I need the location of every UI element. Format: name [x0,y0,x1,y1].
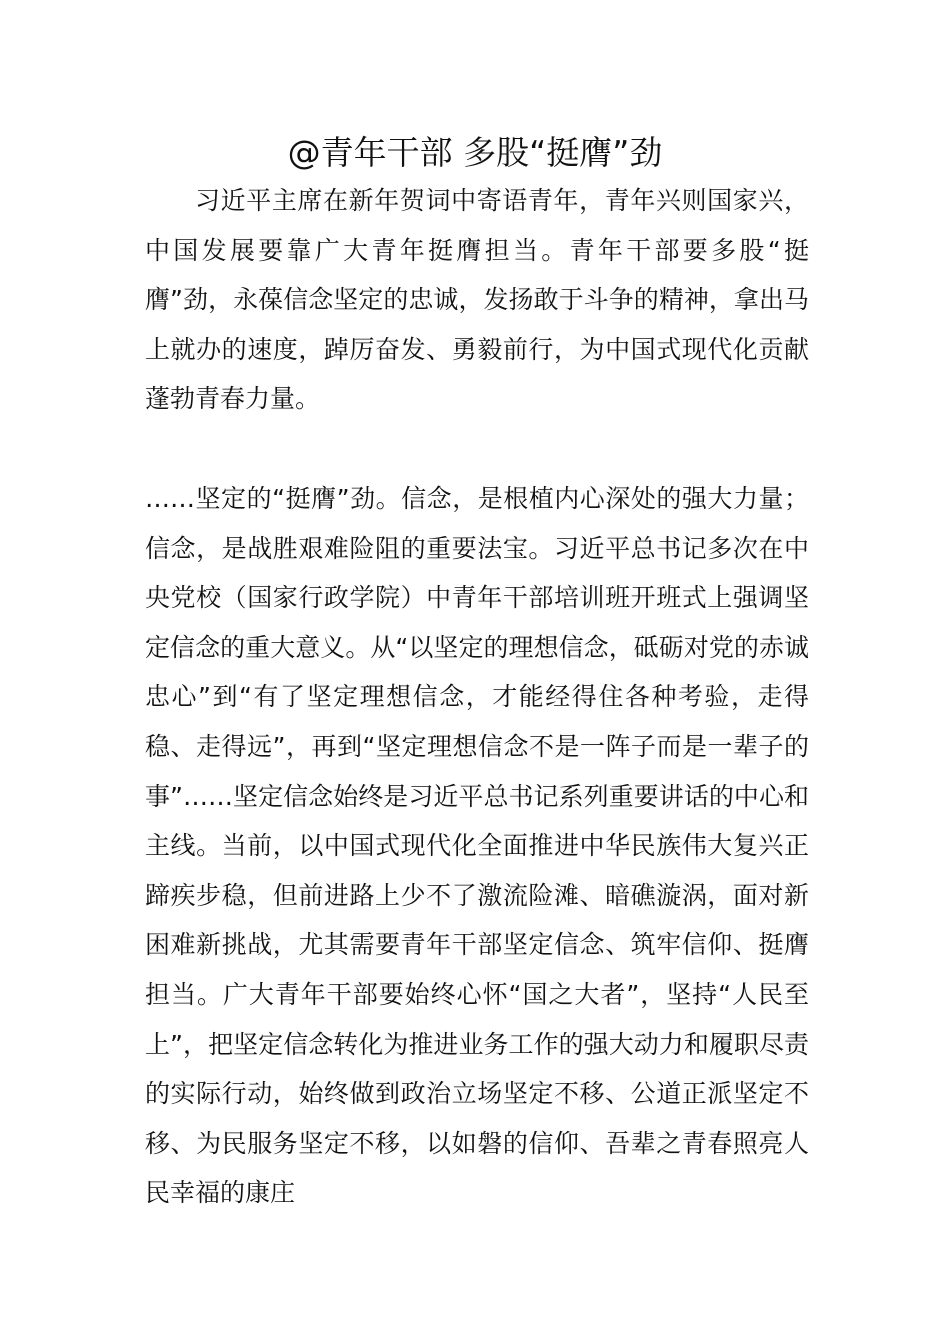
paragraph-firm-belief: ……坚定的“挺膺”劲。信念，是根植内心深处的强大力量；信念，是战胜艰难险阻的重要法宝。习近平总书记多次在中央党校（国家行政学院）中青年干部培训班开班式上强调坚定信念的重大意义。从“以坚定的理想信念，砥砺对党的赤诚忠心”到“有了坚定理想信念，才能经得住各种考验，走得稳、走得远”，再到“坚定理想信念不是一阵子而是一辈子的事”……坚定信念始终是习近平总书记系列重要讲话的中心和主线。当前，以中国式现代化全面推进中华民族伟大复兴正蹄疾步稳，但前进路上少不了激流险滩、暗礁漩涡，面对新困难新挑战，尤其需要青年干部坚定信念、筑牢信仰、挺膺担当。广大青年干部要始终心怀“国之大者”，坚持“人民至上”，把坚定信念转化为推进业务工作的强大动力和履职尽责的实际行动，始终做到政治立场坚定不移、公道正派坚定不移、为民服务坚定不移，以如磐的信仰、吾辈之青春照亮人民幸福的康庄 [145,484,809,1208]
paragraph-intro: 习近平主席在新年贺词中寄语青年，青年兴则国家兴，中国发展要靠广大青年挺膺担当。青年干部要多股“挺膺”劲，永葆信念坚定的忠诚，发扬敢于斗争的精神，拿出马上就办的速度，踔厉奋发、勇毅前行，为中国式现代化贡献蓬勃青春力量。 [145,186,809,414]
document-title: @青年干部 多股“挺膺”劲 [287,133,663,172]
